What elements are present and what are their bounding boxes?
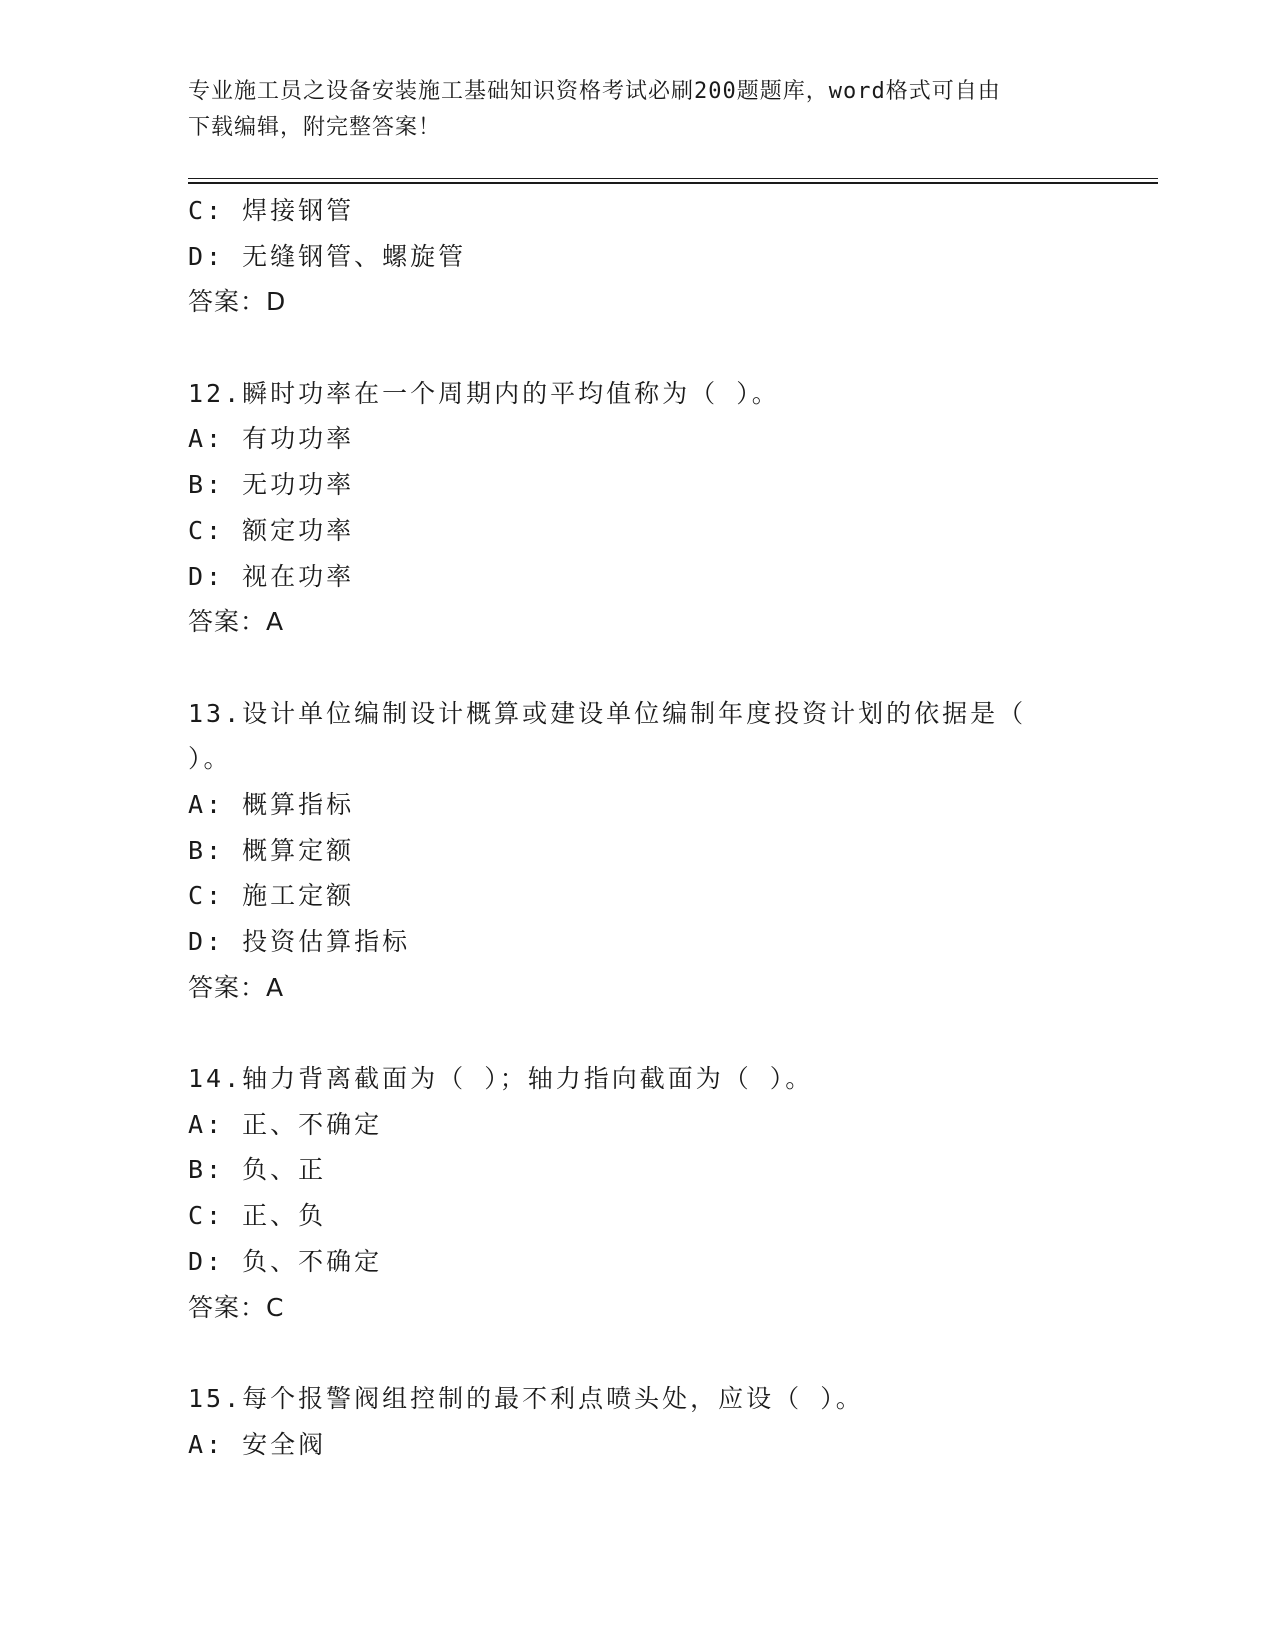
option-c: C: 焊接钢管 xyxy=(188,196,355,225)
question-12 xyxy=(188,371,1148,645)
option-c: C: 正、负 xyxy=(188,1201,327,1231)
header-divider-top xyxy=(188,178,1158,179)
option-c: C: 施工定额 xyxy=(188,881,355,911)
option-b: B: 无功功率 xyxy=(188,470,355,500)
question-content xyxy=(188,188,1148,1467)
spacer xyxy=(188,645,1148,691)
question-15 xyxy=(188,1376,1148,1467)
answer-line: 答案：A xyxy=(188,972,285,1002)
question-stem-continued: ）。 xyxy=(188,744,232,774)
option-b: B: 负、正 xyxy=(188,1155,327,1185)
option-c: C: 额定功率 xyxy=(188,515,355,545)
spacer xyxy=(188,325,1148,371)
question-stem: 13.设计单位编制设计概算或建设单位编制年度投资计划的依据是（ xyxy=(188,698,1027,728)
option-d: D: 视在功率 xyxy=(188,561,355,591)
option-a: A: 正、不确定 xyxy=(188,1109,383,1139)
option-d: D: 投资估算指标 xyxy=(188,927,411,956)
question-stem: 14.轴力背离截面为（ ）；轴力指向截面为（ ）。 xyxy=(188,1064,814,1094)
option-d: D: 无缝钢管、螺旋管 xyxy=(188,241,467,271)
option-d: D: 负、不确定 xyxy=(188,1246,383,1276)
question-stem: 15.每个报警阀组控制的最不利点喷头处，应设（ ）。 xyxy=(188,1383,864,1413)
answer-line: 答案：A xyxy=(188,607,285,637)
spacer xyxy=(188,1330,1148,1376)
answer-line: 答案：C xyxy=(188,1292,285,1322)
question-14 xyxy=(188,1056,1148,1330)
option-a: A: 有功功率 xyxy=(188,424,355,454)
spacer xyxy=(188,1010,1148,1056)
option-b: B: 概算定额 xyxy=(188,835,355,865)
document-header xyxy=(188,74,1088,146)
question-11-tail xyxy=(188,188,1148,325)
answer-line: 答案：D xyxy=(188,287,287,317)
header-line-2: 下载编辑，附完整答案！ xyxy=(188,115,442,140)
header-divider-bottom xyxy=(188,182,1158,184)
question-13 xyxy=(188,691,1148,1011)
option-a: A: 概算指标 xyxy=(188,789,355,819)
question-stem: 12.瞬时功率在一个周期内的平均值称为（ ）。 xyxy=(188,378,780,408)
header-line-1: 专业施工员之设备安装施工基础知识资格考试必刷200题题库，word格式可自由 xyxy=(188,79,1001,104)
option-a: A: 安全阀 xyxy=(188,1429,327,1459)
